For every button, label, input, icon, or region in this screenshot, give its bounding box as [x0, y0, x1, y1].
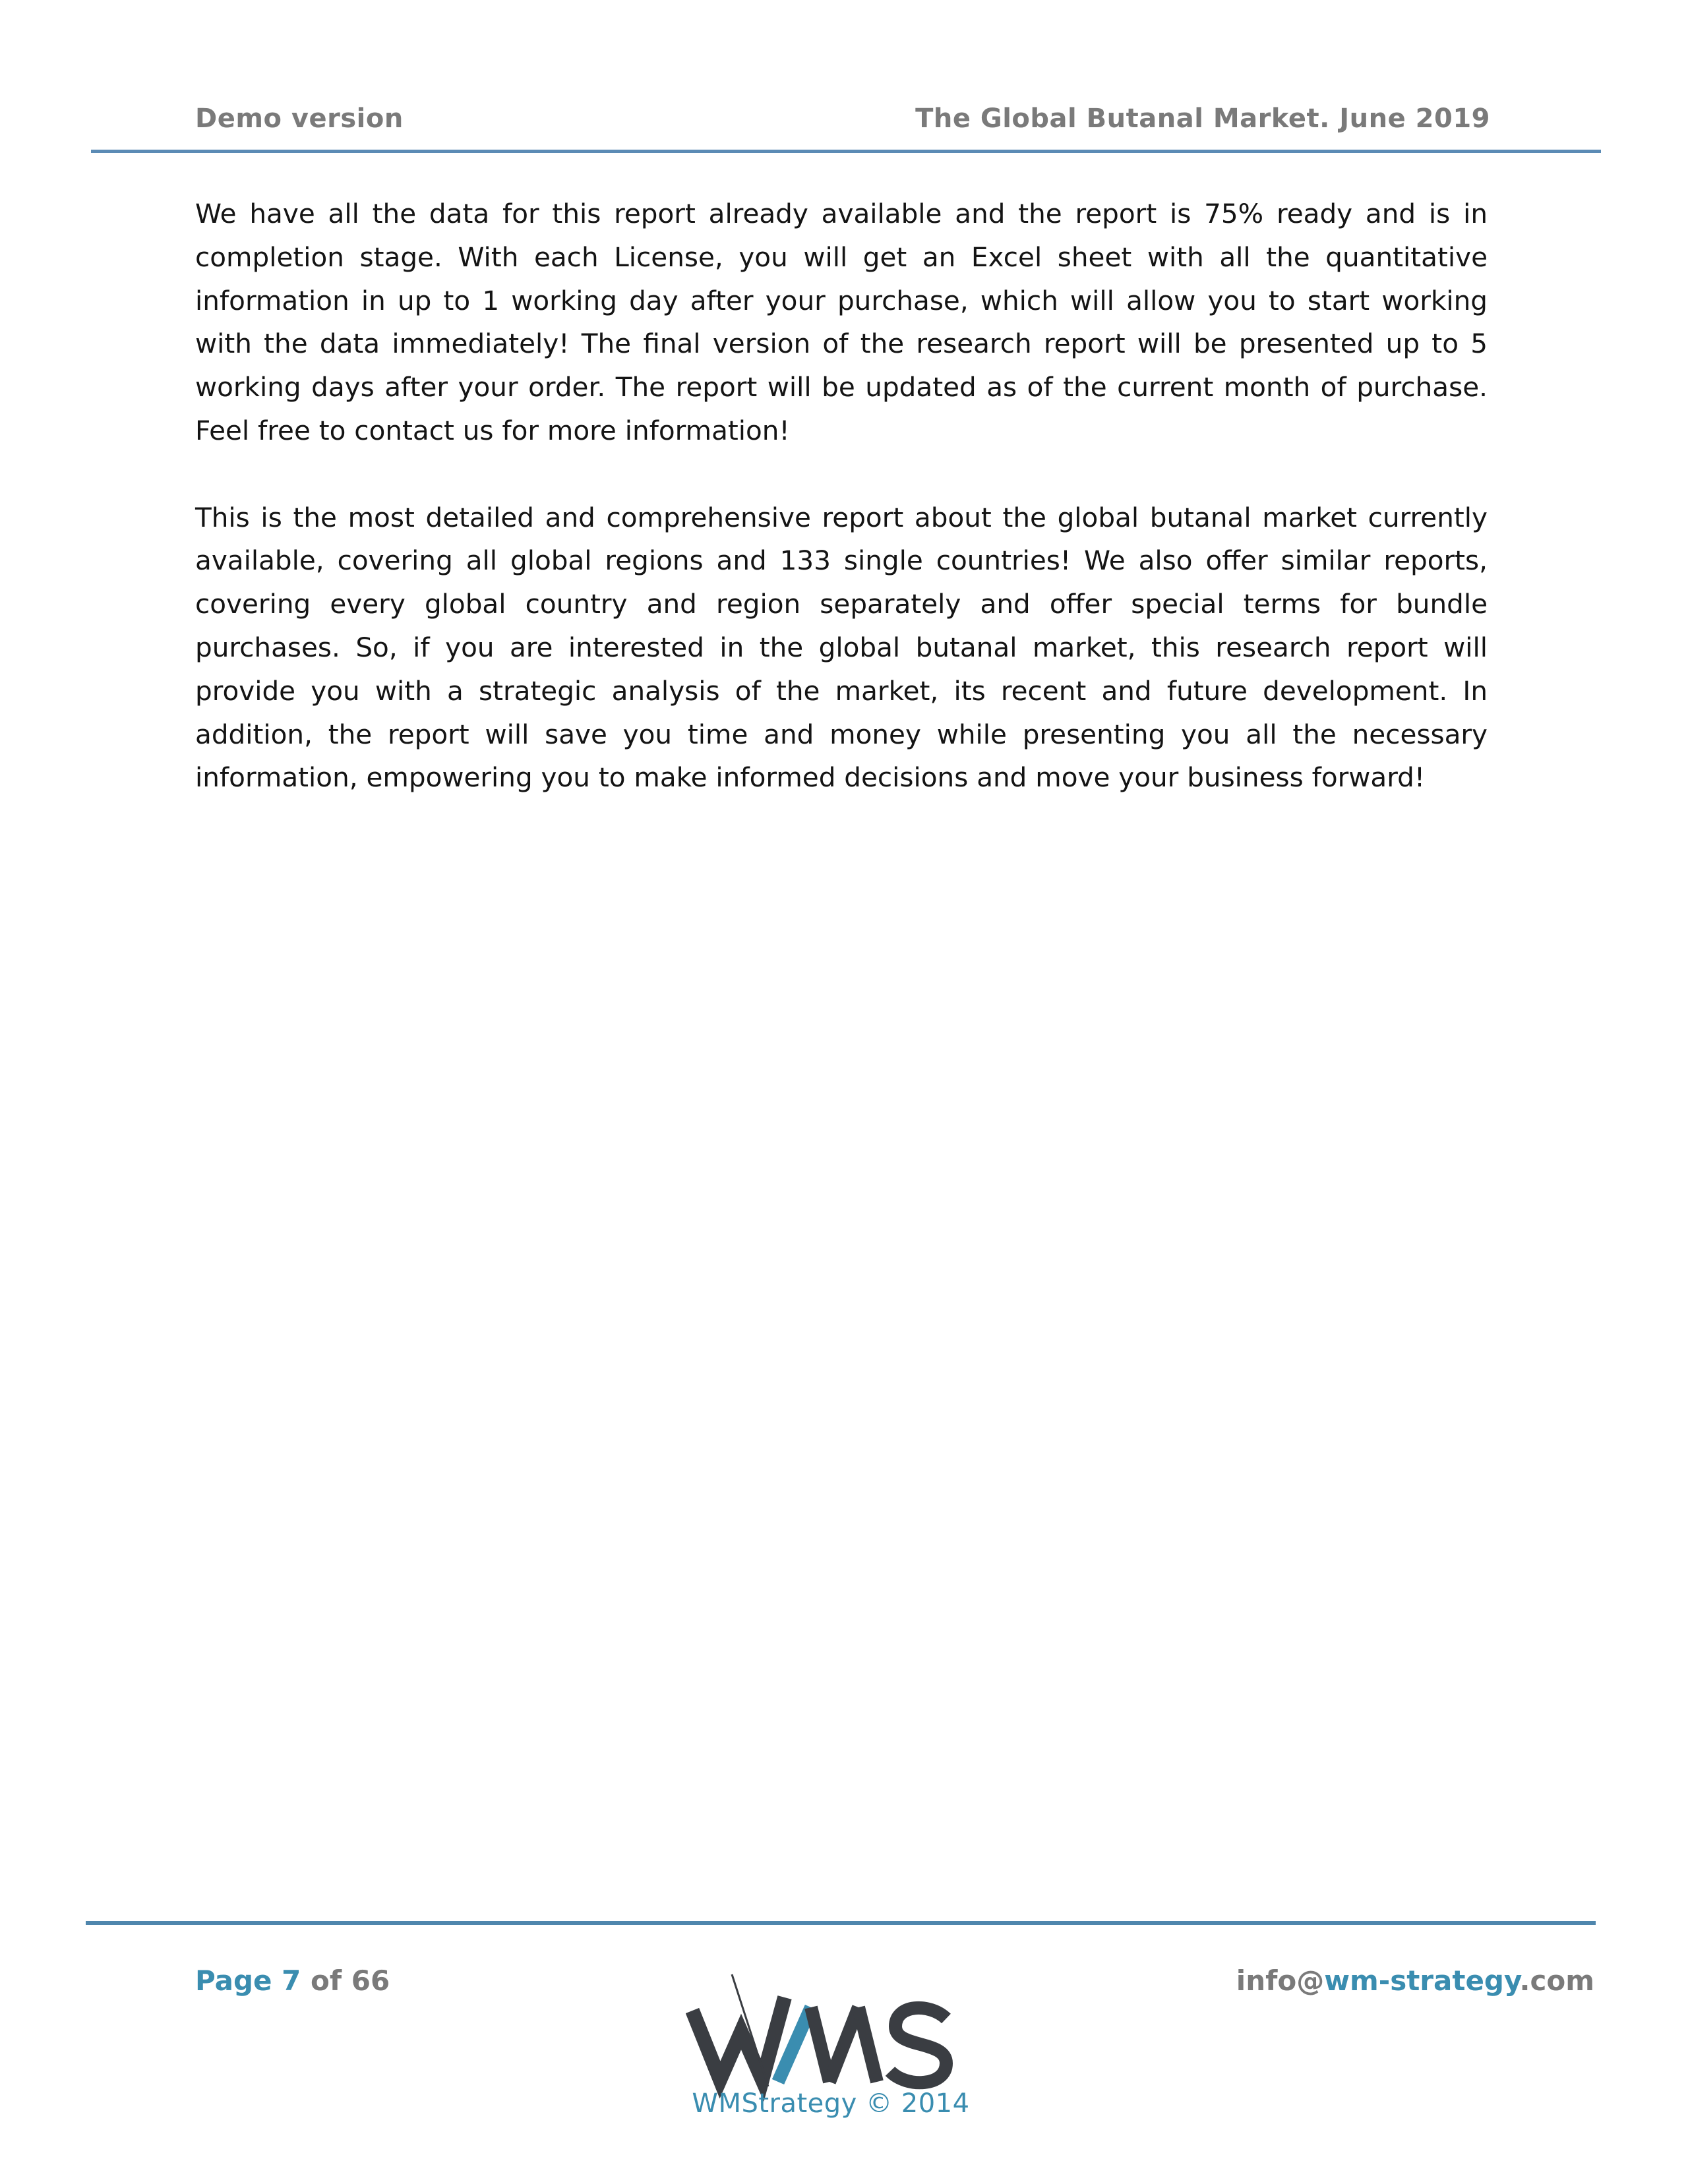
paragraph-coverage: This is the most detailed and comprehensive report about the global butanal market currently available, covering all global regions and 133 single countries! We also offer similar reports, covering every global country and region separately and offer special terms for bundle purchases. So, if you are interested in the global butanal market, this research report will provide you with a strategic analysis of the market, its recent and future development. In addition, the report will save you time and money while presenting you all the necessary information, empowering you to make informed decisions and move your business forward! [195, 501, 1488, 794]
email-prefix: info@ [1236, 1964, 1325, 1997]
report-body [195, 192, 1488, 843]
email-suffix: .com [1519, 1964, 1594, 1997]
page-total: of 66 [311, 1964, 390, 1997]
contact-email[interactable] [1236, 1964, 1594, 1997]
header-report-title: The Global Butanal Market. June 2019 [915, 103, 1490, 134]
email-domain: wm-strategy [1324, 1964, 1520, 1997]
paragraph-availability: We have all the data for this report already available and the report is 75% ready and is in completion stage. With each License, you will get an Excel sheet with all the quantitative information in up to 1 working day after your purchase, which will allow you to start working with the data immediately! The final version of the research report will be presented up to 5 working days after your order. The report will be updated as of the current month of purchase. Feel free to contact us for more information! [195, 198, 1488, 446]
page-word: Page [195, 1964, 272, 1997]
header-divider [91, 150, 1601, 153]
logo-caption: WMStrategy © 2014 [692, 2088, 970, 2119]
footer-divider [86, 1921, 1596, 1925]
page-counter [195, 1964, 390, 1997]
header-demo-label: Demo version [195, 103, 404, 134]
page-header [195, 99, 1490, 138]
page-number: 7 [282, 1964, 301, 1997]
